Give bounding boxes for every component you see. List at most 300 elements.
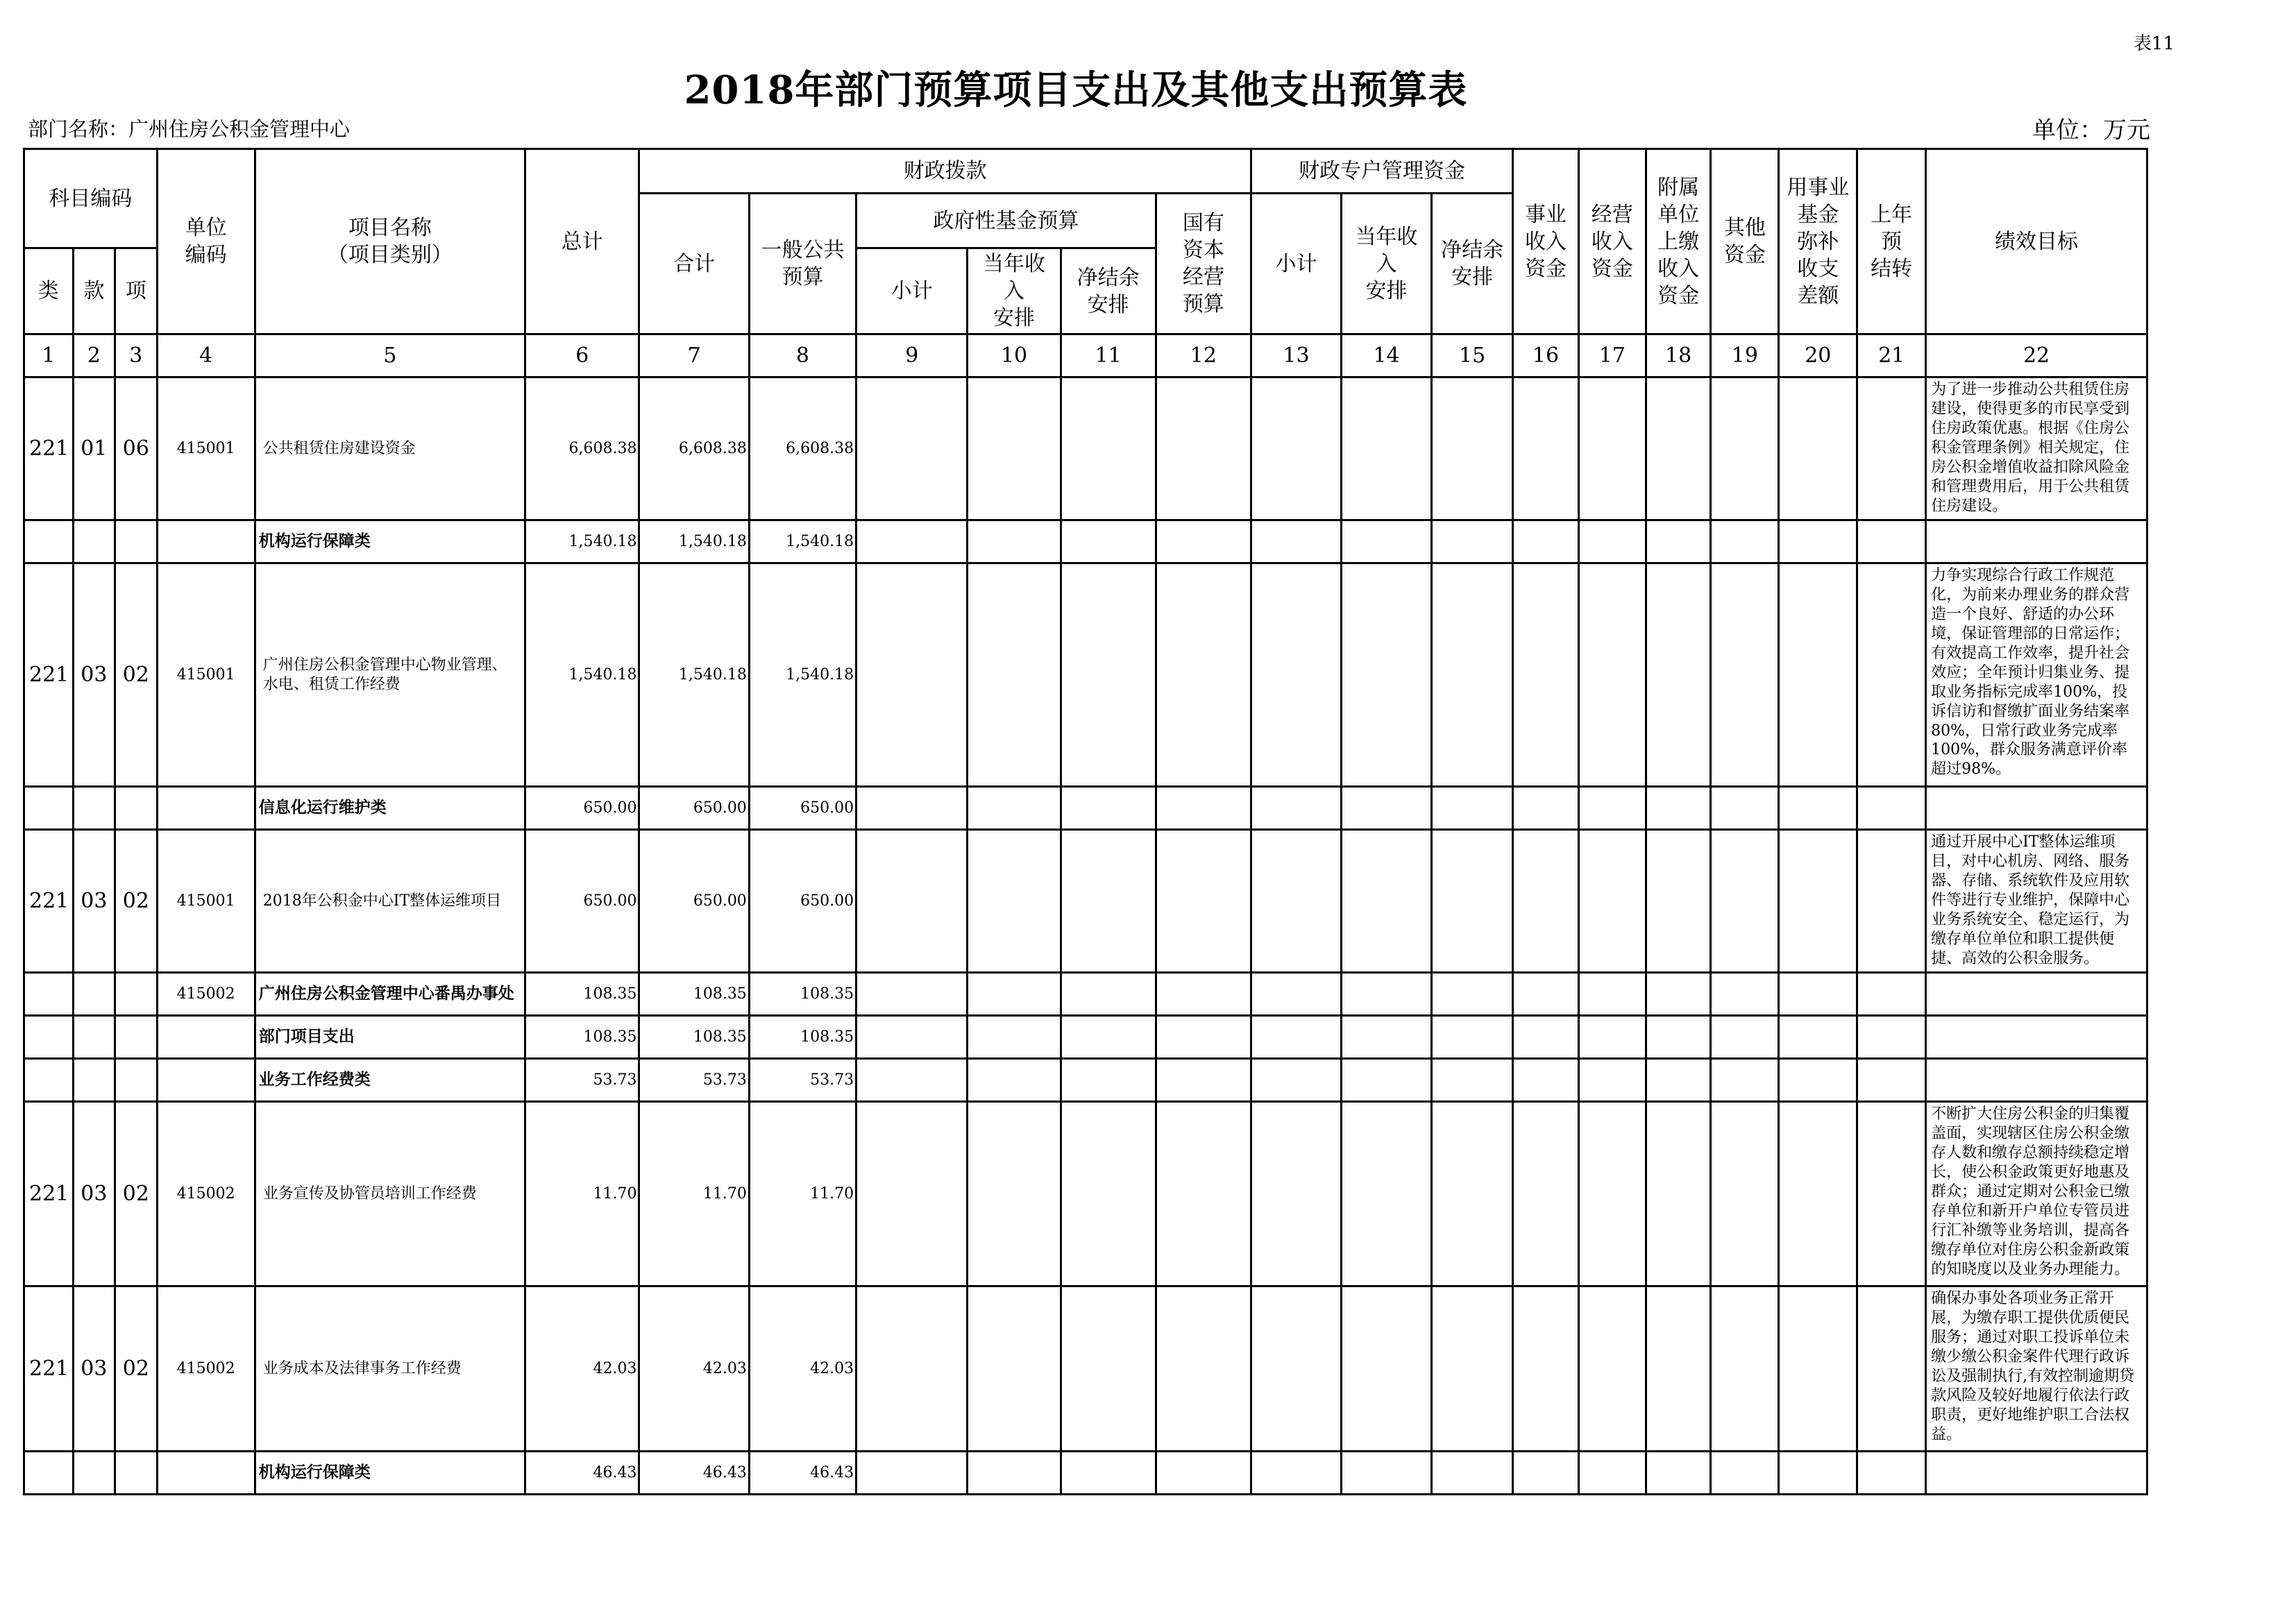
header-gov-fund-subtotal: 小计 — [856, 248, 968, 334]
header-gov-fund-current-income: 当年收入 安排 — [968, 248, 1061, 334]
column-number: 18 — [1646, 334, 1711, 377]
header-gov-fund-net-surplus: 净结余 安排 — [1061, 248, 1156, 334]
empty-cell — [968, 1016, 1061, 1059]
section-code-cell: 03 — [73, 563, 115, 787]
empty-cell — [1646, 1016, 1711, 1059]
total-cell: 42.03 — [525, 1286, 639, 1452]
header-fiscal-appropriation: 财政拨款 — [639, 149, 1251, 194]
header-special-net-surplus: 净结余 安排 — [1432, 194, 1513, 334]
total-cell: 650.00 — [525, 830, 639, 973]
empty-cell — [968, 1452, 1061, 1495]
empty-cell — [1578, 1059, 1646, 1102]
empty-cell — [856, 377, 968, 520]
empty-cell — [1156, 520, 1251, 563]
empty-cell — [1342, 520, 1432, 563]
table-row — [24, 973, 2147, 1016]
general-budget-cell: 1,540.18 — [749, 563, 856, 787]
page-title: 2018年部门预算项目支出及其他支出预算表 — [684, 67, 1468, 113]
project-name-cell: 信息化运行维护类 — [255, 787, 525, 830]
empty-cell — [856, 830, 968, 973]
fiscal-sum-cell: 11.70 — [639, 1102, 749, 1286]
table-row — [24, 787, 2147, 830]
empty-cell — [856, 1102, 968, 1286]
empty-cell — [1711, 563, 1779, 787]
unit-code-cell: 415001 — [157, 377, 255, 520]
empty-cell — [1711, 830, 1779, 973]
empty-cell — [1432, 787, 1513, 830]
unit-code-cell: 415002 — [157, 1286, 255, 1452]
empty-cell — [1432, 1059, 1513, 1102]
empty-cell — [1342, 1102, 1432, 1286]
fiscal-sum-cell: 650.00 — [639, 787, 749, 830]
column-number: 17 — [1578, 334, 1646, 377]
empty-cell — [1779, 830, 1857, 973]
general-budget-cell: 108.35 — [749, 973, 856, 1016]
header-operating-income: 经营 收入 资金 — [1578, 149, 1646, 334]
empty-cell — [1061, 563, 1156, 787]
empty-cell — [1857, 830, 1926, 973]
empty-cell — [1432, 520, 1513, 563]
class-code-cell — [24, 1059, 74, 1102]
performance-goal-cell — [1926, 1452, 2147, 1495]
class-code-cell — [24, 973, 74, 1016]
general-budget-cell: 11.70 — [749, 1102, 856, 1286]
column-number: 14 — [1342, 334, 1432, 377]
empty-cell — [1513, 1452, 1579, 1495]
empty-cell — [1646, 973, 1711, 1016]
empty-cell — [1711, 787, 1779, 830]
empty-cell — [1251, 787, 1341, 830]
general-budget-cell: 1,540.18 — [749, 520, 856, 563]
empty-cell — [1432, 830, 1513, 973]
unit-code-cell — [157, 520, 255, 563]
section-code-cell — [73, 973, 115, 1016]
header-prior-year-carryover: 上年预 结转 — [1857, 149, 1926, 334]
class-code-cell: 221 — [24, 377, 74, 520]
column-number: 7 — [639, 334, 749, 377]
header-special-subtotal: 小计 — [1251, 194, 1341, 334]
empty-cell — [1779, 520, 1857, 563]
empty-cell — [1156, 973, 1251, 1016]
item-code-cell: 06 — [115, 377, 158, 520]
header-project-name: 项目名称 （项目类别） — [255, 149, 525, 334]
empty-cell — [1857, 1102, 1926, 1286]
project-name-cell: 机构运行保障类 — [255, 520, 525, 563]
empty-cell — [1578, 520, 1646, 563]
empty-cell — [1578, 1452, 1646, 1495]
header-total: 总计 — [525, 149, 639, 334]
empty-cell — [1646, 1286, 1711, 1452]
empty-cell — [1779, 973, 1857, 1016]
section-code-cell — [73, 1452, 115, 1495]
performance-goal-cell: 力争实现综合行政工作规范化，为前来办理业务的群众营造一个良好、舒适的办公环境，保证管理部的日常运作；有效提高工作效率，提升社会效应；全年预计归集业务、提取业务指标完成率100%，投诉信访和督缴扩面业务结案率80%，日常行政业务完成率100%，群众服务满意评价率超过98%。 — [1926, 563, 2147, 787]
header-fiscal-sum: 合计 — [639, 194, 749, 334]
empty-cell — [1578, 1286, 1646, 1452]
empty-cell — [1432, 973, 1513, 1016]
fiscal-sum-cell: 108.35 — [639, 973, 749, 1016]
item-code-cell: 02 — [115, 830, 158, 973]
empty-cell — [1342, 563, 1432, 787]
section-code-cell — [73, 520, 115, 563]
table-row — [24, 1059, 2147, 1102]
fiscal-sum-cell: 108.35 — [639, 1016, 749, 1059]
class-code-cell: 221 — [24, 1286, 74, 1452]
table-row — [24, 830, 2147, 973]
empty-cell — [1646, 520, 1711, 563]
unit-code-cell — [157, 787, 255, 830]
empty-cell — [1711, 1016, 1779, 1059]
general-budget-cell: 6,608.38 — [749, 377, 856, 520]
item-code-cell: 02 — [115, 1286, 158, 1452]
project-name-cell: 广州住房公积金管理中心番禺办事处 — [255, 973, 525, 1016]
fiscal-sum-cell: 650.00 — [639, 830, 749, 973]
unit-label: 单位：万元 — [2032, 117, 2150, 144]
unit-code-cell: 415001 — [157, 830, 255, 973]
unit-code-cell — [157, 1059, 255, 1102]
column-number: 9 — [856, 334, 968, 377]
column-number: 2 — [73, 334, 115, 377]
empty-cell — [1779, 1059, 1857, 1102]
item-code-cell — [115, 1452, 158, 1495]
empty-cell — [1156, 1452, 1251, 1495]
section-code-cell — [73, 787, 115, 830]
empty-cell — [1342, 1016, 1432, 1059]
performance-goal-cell — [1926, 520, 2147, 563]
empty-cell — [1061, 1102, 1156, 1286]
empty-cell — [1646, 1059, 1711, 1102]
project-name-cell: 部门项目支出 — [255, 1016, 525, 1059]
performance-goal-cell — [1926, 1016, 2147, 1059]
empty-cell — [1432, 1016, 1513, 1059]
empty-cell — [1513, 973, 1579, 1016]
column-number: 4 — [157, 334, 255, 377]
project-name-cell: 机构运行保障类 — [255, 1452, 525, 1495]
empty-cell — [1779, 1452, 1857, 1495]
empty-cell — [1061, 1452, 1156, 1495]
table-number: 表11 — [2133, 33, 2175, 54]
empty-cell — [1061, 1286, 1156, 1452]
performance-goal-cell: 通过开展中心IT整体运维项目，对中心机房、网络、服务器、存储、系统软件及应用软件等进行专业维护，保障中心业务系统安全、稳定运行，为缴存单位单位和职工提供便捷、高效的公积金服务。 — [1926, 830, 2147, 973]
empty-cell — [1857, 973, 1926, 1016]
empty-cell — [1513, 830, 1579, 973]
header-class: 类 — [24, 248, 74, 334]
table-row — [24, 563, 2147, 787]
project-name-cell: 广州住房公积金管理中心物业管理、水电、租赁工作经费 — [255, 563, 525, 787]
empty-cell — [1432, 1286, 1513, 1452]
empty-cell — [1251, 1286, 1341, 1452]
class-code-cell — [24, 1016, 74, 1059]
empty-cell — [1156, 1059, 1251, 1102]
empty-cell — [856, 1059, 968, 1102]
header-general-public-budget: 一般公共 预算 — [749, 194, 856, 334]
class-code-cell: 221 — [24, 830, 74, 973]
empty-cell — [1646, 563, 1711, 787]
empty-cell — [1513, 377, 1579, 520]
class-code-cell: 221 — [24, 563, 74, 787]
empty-cell — [1513, 787, 1579, 830]
header-unit-code: 单位 编码 — [157, 149, 255, 334]
empty-cell — [1857, 520, 1926, 563]
column-number: 5 — [255, 334, 525, 377]
fiscal-sum-cell: 1,540.18 — [639, 520, 749, 563]
empty-cell — [1156, 1286, 1251, 1452]
empty-cell — [1779, 1016, 1857, 1059]
empty-cell — [1513, 563, 1579, 787]
column-number: 16 — [1513, 334, 1579, 377]
header-section: 款 — [73, 248, 115, 334]
empty-cell — [968, 377, 1061, 520]
header-item: 项 — [115, 248, 158, 334]
performance-goal-cell: 确保办事处各项业务正常开展，为缴存职工提供优质便民服务；通过对职工投诉单位未缴少缴公积金案件代理行政诉讼及强制执行,有效控制逾期贷款风险及较好地履行依法行政职责，更好地维护职工合法权益。 — [1926, 1286, 2147, 1452]
fiscal-sum-cell: 53.73 — [639, 1059, 749, 1102]
fiscal-sum-cell: 6,608.38 — [639, 377, 749, 520]
item-code-cell — [115, 520, 158, 563]
column-number: 11 — [1061, 334, 1156, 377]
empty-cell — [1711, 1059, 1779, 1102]
project-name-cell: 业务成本及法律事务工作经费 — [255, 1286, 525, 1452]
empty-cell — [1251, 1102, 1341, 1286]
project-name-cell: 公共租赁住房建设资金 — [255, 377, 525, 520]
table-row — [24, 1016, 2147, 1059]
empty-cell — [1432, 1452, 1513, 1495]
column-number: 3 — [115, 334, 158, 377]
class-code-cell — [24, 787, 74, 830]
total-cell: 650.00 — [525, 787, 639, 830]
empty-cell — [1513, 1059, 1579, 1102]
empty-cell — [856, 787, 968, 830]
empty-cell — [1779, 787, 1857, 830]
budget-table — [23, 148, 2148, 1495]
empty-cell — [1779, 563, 1857, 787]
item-code-cell — [115, 973, 158, 1016]
section-code-cell: 03 — [73, 830, 115, 973]
project-name-cell: 业务工作经费类 — [255, 1059, 525, 1102]
column-number: 13 — [1251, 334, 1341, 377]
empty-cell — [1251, 1059, 1341, 1102]
column-number: 6 — [525, 334, 639, 377]
total-cell: 1,540.18 — [525, 520, 639, 563]
empty-cell — [1061, 1059, 1156, 1102]
class-code-cell — [24, 1452, 74, 1495]
column-number: 20 — [1779, 334, 1857, 377]
general-budget-cell: 650.00 — [749, 830, 856, 973]
unit-code-cell — [157, 1016, 255, 1059]
empty-cell — [1646, 1452, 1711, 1495]
item-code-cell — [115, 1016, 158, 1059]
fiscal-sum-cell: 42.03 — [639, 1286, 749, 1452]
empty-cell — [1251, 520, 1341, 563]
empty-cell — [1342, 377, 1432, 520]
empty-cell — [1342, 973, 1432, 1016]
section-code-cell: 01 — [73, 377, 115, 520]
empty-cell — [1251, 377, 1341, 520]
header-performance-goal: 绩效目标 — [1926, 149, 2147, 334]
performance-goal-cell — [1926, 1059, 2147, 1102]
empty-cell — [968, 563, 1061, 787]
general-budget-cell: 650.00 — [749, 787, 856, 830]
total-cell: 108.35 — [525, 1016, 639, 1059]
column-number: 22 — [1926, 334, 2147, 377]
general-budget-cell: 46.43 — [749, 1452, 856, 1495]
header-subject-code: 科目编码 — [24, 149, 158, 248]
empty-cell — [1342, 1452, 1432, 1495]
empty-cell — [968, 520, 1061, 563]
table-row — [24, 520, 2147, 563]
section-code-cell: 03 — [73, 1286, 115, 1452]
general-budget-cell: 108.35 — [749, 1016, 856, 1059]
department-name: 部门名称：广州住房公积金管理中心 — [28, 117, 351, 141]
empty-cell — [1857, 1452, 1926, 1495]
empty-cell — [1646, 1102, 1711, 1286]
empty-cell — [1578, 973, 1646, 1016]
empty-cell — [1061, 973, 1156, 1016]
empty-cell — [1578, 563, 1646, 787]
empty-cell — [1711, 1452, 1779, 1495]
empty-cell — [1513, 520, 1579, 563]
total-cell: 53.73 — [525, 1059, 639, 1102]
total-cell: 6,608.38 — [525, 377, 639, 520]
general-budget-cell: 53.73 — [749, 1059, 856, 1102]
table-row — [24, 1102, 2147, 1286]
empty-cell — [1578, 830, 1646, 973]
column-number: 8 — [749, 334, 856, 377]
empty-cell — [1711, 1286, 1779, 1452]
empty-cell — [1578, 787, 1646, 830]
total-cell: 11.70 — [525, 1102, 639, 1286]
empty-cell — [1857, 1286, 1926, 1452]
empty-cell — [1156, 787, 1251, 830]
header-special-current-income: 当年收入 安排 — [1342, 194, 1432, 334]
empty-cell — [1061, 1016, 1156, 1059]
project-name-cell: 2018年公积金中心IT整体运维项目 — [255, 830, 525, 973]
empty-cell — [968, 787, 1061, 830]
empty-cell — [856, 1286, 968, 1452]
section-code-cell — [73, 1059, 115, 1102]
performance-goal-cell — [1926, 787, 2147, 830]
empty-cell — [1513, 1016, 1579, 1059]
performance-goal-cell: 不断扩大住房公积金的归集覆盖面，实现辖区住房公积金缴存人数和缴存总额持续稳定增长，使公积金政策更好地惠及群众；通过定期对公积金已缴存单位和新开户单位专管员进行汇补缴等业务培训，提高各缴存单位对住房公积金新政策的知晓度以及业务办理能力。 — [1926, 1102, 2147, 1286]
unit-code-cell: 415001 — [157, 563, 255, 787]
unit-code-cell: 415002 — [157, 1102, 255, 1286]
empty-cell — [856, 520, 968, 563]
empty-cell — [1251, 1016, 1341, 1059]
empty-cell — [1646, 830, 1711, 973]
empty-cell — [1061, 520, 1156, 563]
empty-cell — [1156, 1016, 1251, 1059]
header-state-capital-budget: 国有 资本 经营 预算 — [1156, 194, 1251, 334]
table-row — [24, 1286, 2147, 1452]
item-code-cell: 02 — [115, 1102, 158, 1286]
empty-cell — [856, 1016, 968, 1059]
empty-cell — [1061, 830, 1156, 973]
empty-cell — [1711, 973, 1779, 1016]
section-code-cell — [73, 1016, 115, 1059]
total-cell: 1,540.18 — [525, 563, 639, 787]
empty-cell — [968, 1102, 1061, 1286]
empty-cell — [1857, 1059, 1926, 1102]
header-gov-fund-budget: 政府性基金预算 — [856, 194, 1156, 248]
header-special-account-funds: 财政专户管理资金 — [1251, 149, 1512, 194]
empty-cell — [1513, 1102, 1579, 1286]
empty-cell — [856, 1452, 968, 1495]
class-code-cell — [24, 520, 74, 563]
empty-cell — [968, 1059, 1061, 1102]
table-row — [24, 377, 2147, 520]
empty-cell — [1578, 1016, 1646, 1059]
empty-cell — [1156, 830, 1251, 973]
header-other-funds: 其他 资金 — [1711, 149, 1779, 334]
empty-cell — [1857, 1016, 1926, 1059]
empty-cell — [1513, 1286, 1579, 1452]
column-number: 10 — [968, 334, 1061, 377]
column-number-row — [24, 334, 2147, 377]
item-code-cell: 02 — [115, 563, 158, 787]
column-number: 15 — [1432, 334, 1513, 377]
total-cell: 108.35 — [525, 973, 639, 1016]
unit-code-cell — [157, 1452, 255, 1495]
performance-goal-cell — [1926, 973, 2147, 1016]
empty-cell — [1251, 563, 1341, 787]
empty-cell — [1432, 377, 1513, 520]
empty-cell — [1646, 377, 1711, 520]
empty-cell — [856, 973, 968, 1016]
empty-cell — [1857, 787, 1926, 830]
empty-cell — [1342, 787, 1432, 830]
empty-cell — [1779, 1102, 1857, 1286]
empty-cell — [968, 830, 1061, 973]
empty-cell — [1646, 787, 1711, 830]
empty-cell — [856, 563, 968, 787]
project-name-cell: 业务宣传及协管员培训工作经费 — [255, 1102, 525, 1286]
empty-cell — [1578, 1102, 1646, 1286]
empty-cell — [1342, 830, 1432, 973]
empty-cell — [1857, 563, 1926, 787]
empty-cell — [968, 973, 1061, 1016]
empty-cell — [1432, 1102, 1513, 1286]
empty-cell — [1061, 377, 1156, 520]
header-career-fund-offset: 用事业 基金 弥补 收支 差额 — [1779, 149, 1857, 334]
header-affiliated-payment: 附属 单位 上缴 收入 资金 — [1646, 149, 1711, 334]
performance-goal-cell: 为了进一步推动公共租赁住房建设，使得更多的市民享受到住房政策优惠。根据《住房公积金管理条例》相关规定，住房公积金增值收益扣除风险金和管理费用后，用于公共租赁住房建设。 — [1926, 377, 2147, 520]
empty-cell — [1711, 377, 1779, 520]
column-number: 1 — [24, 334, 74, 377]
empty-cell — [1711, 520, 1779, 563]
section-code-cell: 03 — [73, 1102, 115, 1286]
empty-cell — [1779, 1286, 1857, 1452]
empty-cell — [1156, 563, 1251, 787]
empty-cell — [1061, 787, 1156, 830]
total-cell: 46.43 — [525, 1452, 639, 1495]
empty-cell — [1251, 830, 1341, 973]
class-code-cell: 221 — [24, 1102, 74, 1286]
empty-cell — [1578, 377, 1646, 520]
item-code-cell — [115, 1059, 158, 1102]
empty-cell — [1711, 1102, 1779, 1286]
fiscal-sum-cell: 46.43 — [639, 1452, 749, 1495]
empty-cell — [1432, 563, 1513, 787]
empty-cell — [1156, 1102, 1251, 1286]
empty-cell — [1251, 973, 1341, 1016]
general-budget-cell: 42.03 — [749, 1286, 856, 1452]
empty-cell — [1342, 1286, 1432, 1452]
empty-cell — [1857, 377, 1926, 520]
item-code-cell — [115, 787, 158, 830]
unit-code-cell: 415002 — [157, 973, 255, 1016]
column-number: 12 — [1156, 334, 1251, 377]
empty-cell — [1156, 377, 1251, 520]
column-number: 21 — [1857, 334, 1926, 377]
table-row — [24, 1452, 2147, 1495]
